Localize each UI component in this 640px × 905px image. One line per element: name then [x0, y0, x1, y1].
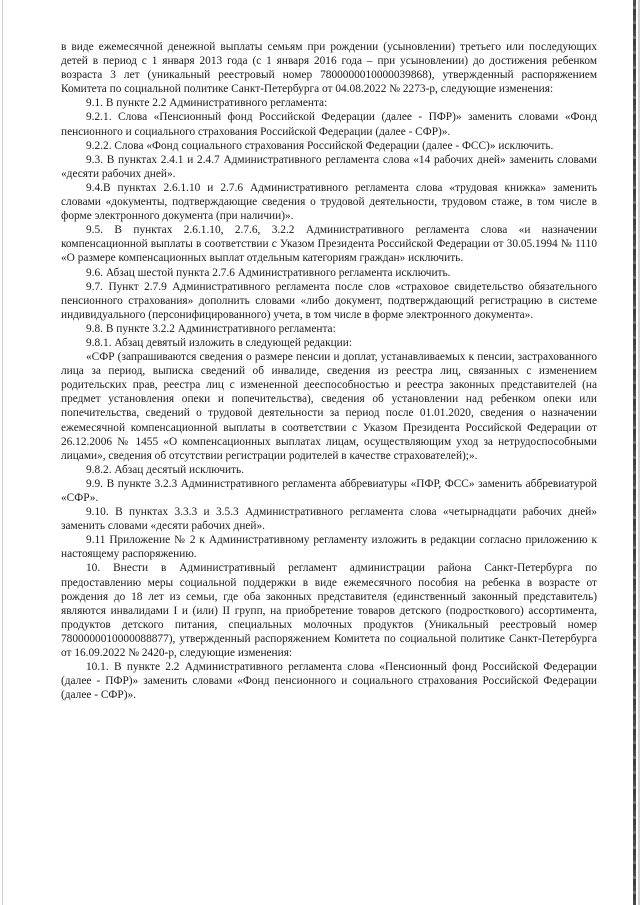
paragraph-9-8-1: 9.8.1. Абзац девятый изложить в следующей редакции:	[86, 336, 352, 349]
paragraph-9-4: 9.4.В пунктах 2.6.1.10 и 2.7.6 Административного регламента слова «трудовая книжка» заменить словами «документы, подтверждающие сведения о трудовой деятельности, трудовом стаже, в том числе в форме электронного документа (при наличии)».	[61, 181, 597, 223]
paragraph-10-1: 10.1. В пункте 2.2 Административного регламента слова «Пенсионный фонд Российской Федерации (далее - ПФР)» заменить словами «Фонд пенсионного и социального страхования Российской Федерации (далее - СФР)».	[61, 661, 597, 702]
paragraph-9-9: 9.9. В пункте 3.2.3 Административного регламента аббревиатуры «ПФР, ФСС» заменить аббревиатурой «СФР».	[61, 477, 597, 504]
paragraph-9-7: 9.7. Пункт 2.7.9 Административного регламента после слов «страховое свидетельство обязательного пенсионного страхования» дополнить словами «либо документ, подтверждающий регистрацию в системе индивидуального (персонифицированного) учета, в том числе в форме электронного документа».	[61, 280, 597, 321]
paragraph-9-1: 9.1. В пункте 2.2 Административного регламента:	[86, 97, 328, 110]
paragraph-9-10: 9.10. В пунктах 3.3.3 и 3.5.3 Административного регламента слова «четырнадцати рабочих дней» заменить словами «десяти рабочих дней».	[61, 506, 597, 533]
paragraph-sfr-quote: «СФР (запрашиваются сведения о размере пенсии и доплат, устанавливаемых к пенсии, застрахованного лица за период, выписка сведений об инвалиде, сведения из реестра лиц, связанных с изменением родительских прав, реестра лиц с измененной дееспособностью и реестра законных представителей (на предмет установления опеки и попечительства), сведения об установлении над ребенком опеки или попечительства, сведений о трудовой деятельности за период после 01.01.2020, сведения о назначении ежемесячной компенсационной выплаты в соответствии с Указом Президента Российской Федерации от 26.12.2006 № 1455 «О компенсационных выплатах лицам, осуществляющим уход за нетрудоспособными лицами», сведения об отсутствии регистрации родителей в качестве страхователей);».	[61, 351, 597, 462]
paragraph-9-5: 9.5. В пунктах 2.6.1.10, 2.7.6, 3.2.2 Административного регламента слова «и назначении компенсационной выплаты в соответствии с Указом Президента Российской Федерации от 30.05.1994 № 1110 «О размере компенсационных выплат отдельным категориям граждан» исключить.	[61, 224, 597, 265]
scan-right-edge	[633, 0, 636, 905]
paragraph-intro: в виде ежемесячной денежной выплаты семьям при рождении (усыновлении) третьего или последующих детей в период с 1 января 2013 года (с 1 января 2016 года – при усыновлении) до достижения ребенком возраста 3 лет (уникальный реестровый номер 7800000010000039868), утвержденный распоряжением Комитета по социальной политике Санкт-Петербурга от 04.08.2022 № 2273-р, следующие изменения:	[61, 41, 597, 96]
paragraph-9-11: 9.11 Приложение № 2 к Административному регламенту изложить в редакции согласно приложению к настоящему распоряжению.	[61, 534, 597, 561]
paragraph-9-8-2: 9.8.2. Абзац десятый исключить.	[86, 463, 245, 476]
paragraph-9-8: 9.8. В пункте 3.2.2 Административного регламента:	[86, 322, 336, 335]
paragraph-9-2-2: 9.2.2. Слова «Фонд социального страхования Российской Федерации (далее - ФСС)» исключить.	[86, 139, 554, 152]
paragraph-9-3: 9.3. В пунктах 2.4.1 и 2.4.7 Административного регламента слова «14 рабочих дней» заменить словами «десяти рабочих дней».	[61, 153, 597, 180]
paragraph-10: 10. Внести в Административный регламент администрации района Санкт-Петербурга по предоставлению меры социальной поддержки в виде ежемесячного пособия на ребенка в возрасте от рождения до 18 лет из семьи, где оба законных представителя (единственный законный представитель) являются инвалидами I и (или) II групп, на приобретение товаров детского (подросткового) ассортимента, продуктов детского питания, специальных молочных продуктов (Уникальный реестровый номер 7800000010000088877), утвержденный распоряжением Комитета по социальной политике Санкт-Петербурга от 16.09.2022 № 2420-р, следующие изменения:	[61, 562, 597, 660]
paragraph-9-6: 9.6. Абзац шестой пункта 2.7.6 Административного регламента исключить.	[86, 266, 451, 279]
document-page	[61, 40, 597, 702]
paragraph-9-2-1: 9.2.1. Слова «Пенсионный фонд Российской Федерации (далее - ПФР)» заменить словами «Фонд пенсионного и социального страхования Российской Федерации (далее - СФР)».	[61, 111, 597, 138]
scan-left-edge	[2, 0, 3, 905]
